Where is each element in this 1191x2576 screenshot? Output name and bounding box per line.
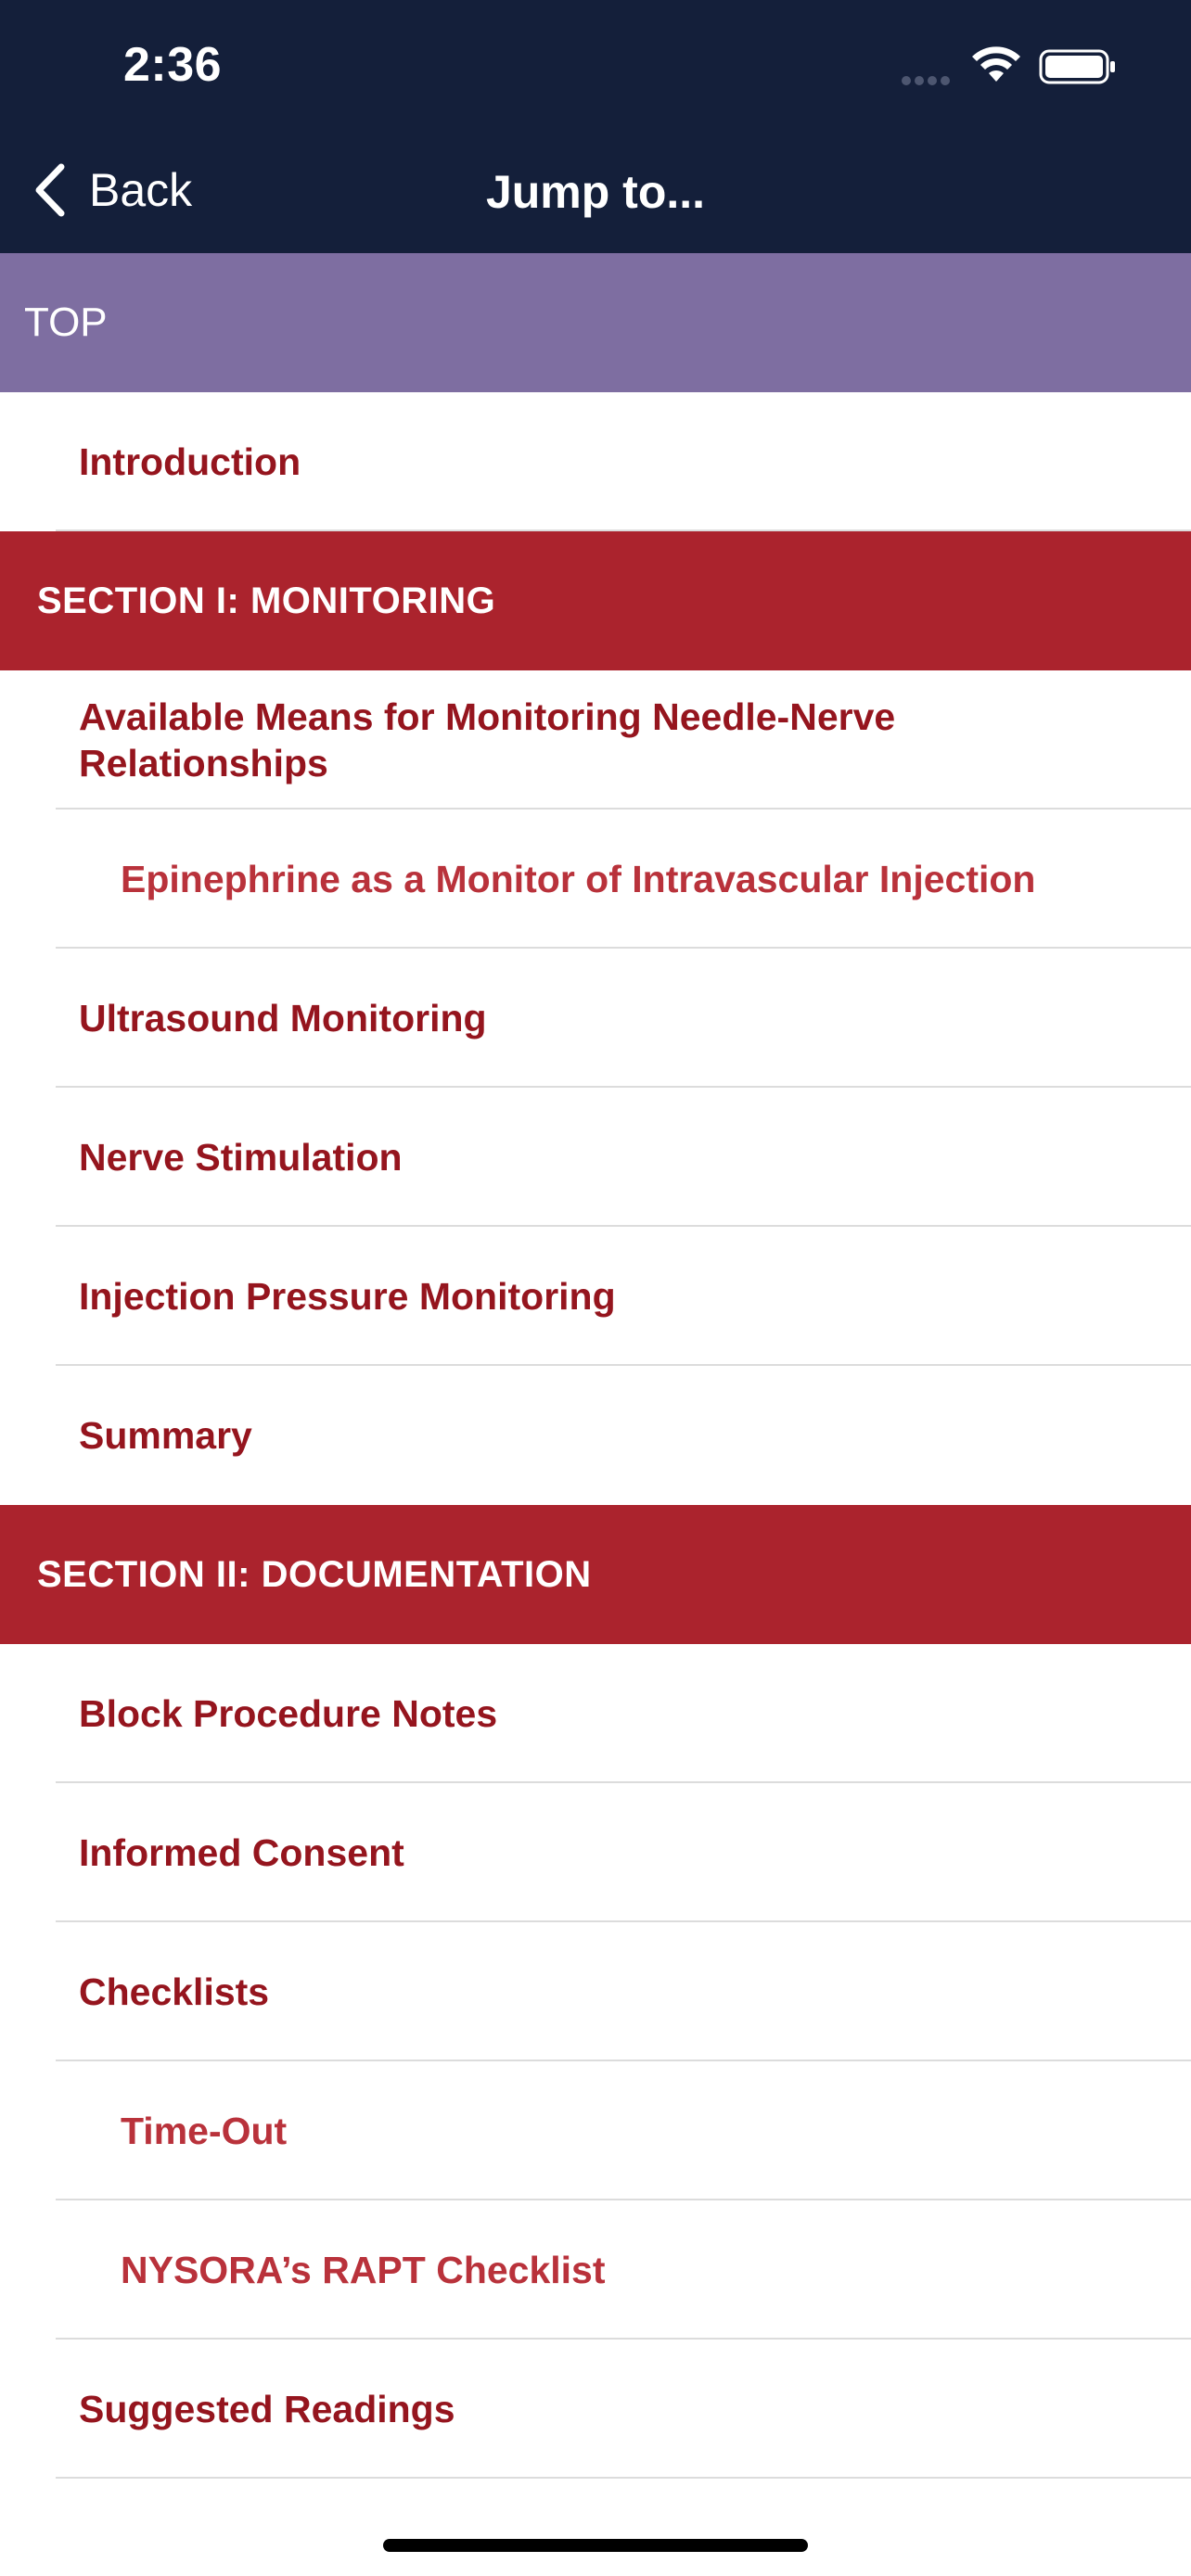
list-item-suggested-readings[interactable]: Suggested Readings <box>0 2340 1191 2479</box>
back-label: Back <box>89 164 193 216</box>
list-item-informed-consent[interactable]: Informed Consent <box>0 1783 1191 1922</box>
list-item-nerve-stimulation[interactable]: Nerve Stimulation <box>0 1088 1191 1227</box>
list-item-rapt-checklist[interactable]: NYSORA’s RAPT Checklist <box>0 2200 1191 2340</box>
list-item-epinephrine[interactable]: Epinephrine as a Monitor of Intravascular Injection <box>0 810 1191 949</box>
section-header-monitoring[interactable]: SECTION I: MONITORING <box>0 531 1191 670</box>
status-time: 2:36 <box>123 38 223 92</box>
list-item-available-means[interactable]: Available Means for Monitoring Needle-Nerve Relationships <box>0 670 1191 810</box>
divider <box>56 2477 1191 2479</box>
list-item-block-procedure-notes[interactable]: Block Procedure Notes <box>0 1644 1191 1783</box>
section-header-documentation[interactable]: SECTION II: DOCUMENTATION <box>0 1505 1191 1644</box>
page-title: Jump to... <box>485 166 706 218</box>
list-item-ultrasound-monitoring[interactable]: Ultrasound Monitoring <box>0 949 1191 1088</box>
wifi-icon <box>970 45 1022 85</box>
battery-icon <box>1039 48 1117 85</box>
cellular-signal-icon <box>902 73 957 83</box>
list-item-introduction[interactable]: Introduction <box>0 392 1191 531</box>
list-item-summary[interactable]: Summary <box>0 1366 1191 1505</box>
top-label: TOP <box>24 300 108 345</box>
list-item-injection-pressure[interactable]: Injection Pressure Monitoring <box>0 1227 1191 1366</box>
list-item-top[interactable] <box>0 253 1191 392</box>
navigation-header <box>0 0 1191 253</box>
jump-to-list <box>0 253 1191 2479</box>
home-indicator[interactable] <box>383 2539 808 2552</box>
list-item-checklists[interactable]: Checklists <box>0 1922 1191 2061</box>
list-item-time-out[interactable]: Time-Out <box>0 2061 1191 2200</box>
